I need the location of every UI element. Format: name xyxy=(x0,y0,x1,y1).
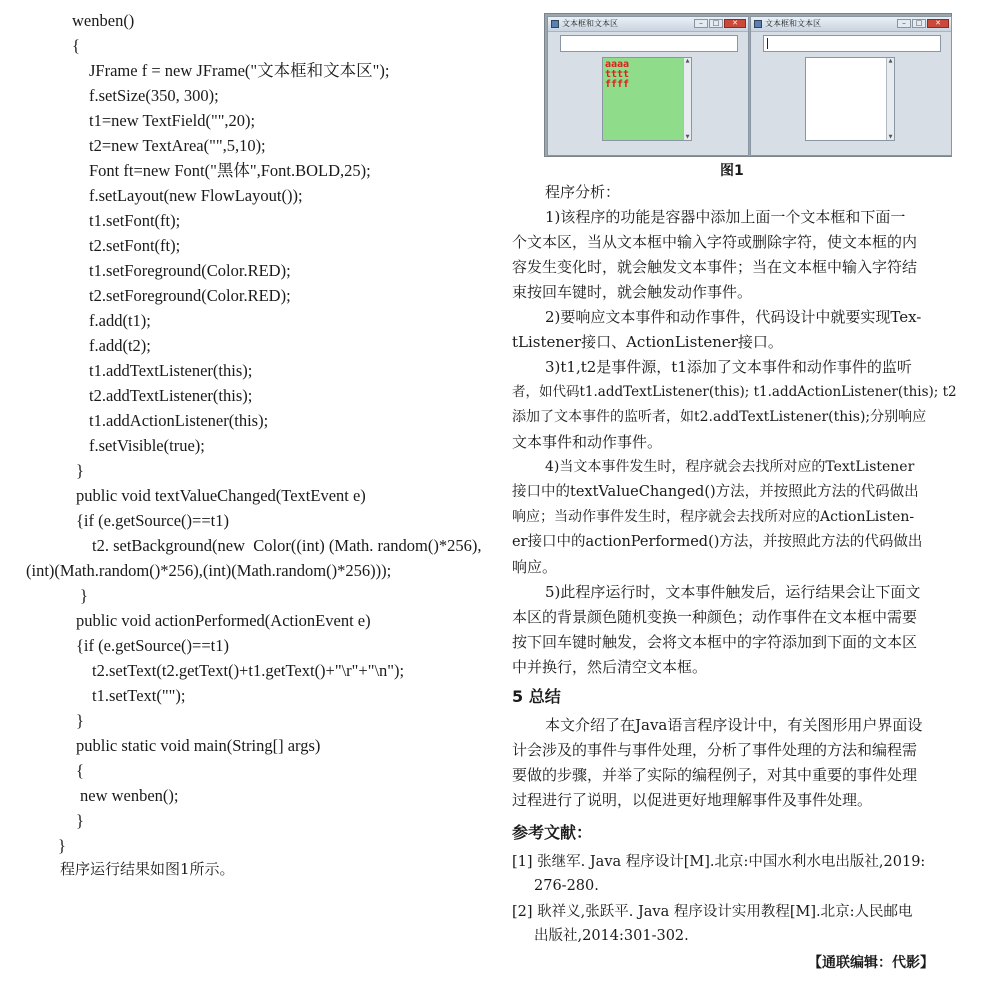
paragraph-line: 程序分析： xyxy=(545,183,621,201)
code-line: } xyxy=(80,586,88,605)
code-line: t1.setText(""); xyxy=(92,686,186,705)
paragraph-line: 个文本区，当从文本框中输入字符或删除字符，使文本框的内 xyxy=(512,233,918,251)
paragraph-line: 文本事件和动作事件。 xyxy=(512,433,663,451)
code-line: Font ft=new Font("黑体",Font.BOLD,25); xyxy=(89,161,371,180)
code-line: { xyxy=(76,761,84,780)
reference-line: [1] 张继军. Java 程序设计[M].北京:中国水利水电出版社,2019: xyxy=(512,854,926,870)
paragraph-line: 计会涉及的事件与事件处理，分析了事件处理的方法和编程需 xyxy=(512,741,918,759)
app-window-right xyxy=(750,16,952,156)
app-icon xyxy=(754,20,762,28)
code-line: t2.addTextListener(this); xyxy=(89,386,253,405)
paragraph-line: 响应。 xyxy=(512,558,558,576)
close-button[interactable]: ✕ xyxy=(724,19,746,28)
code-line: public void actionPerformed(ActionEvent e) xyxy=(76,611,371,630)
section-heading: 5 总结 xyxy=(512,687,561,706)
scroll-down-icon[interactable]: ▼ xyxy=(888,134,893,140)
code-line: f.setVisible(true); xyxy=(89,436,205,455)
close-button[interactable]: ✕ xyxy=(927,19,949,28)
code-line: t1.setForeground(Color.RED); xyxy=(89,261,291,280)
paragraph-line: 5)此程序运行时，文本事件触发后，运行结果会让下面文 xyxy=(545,583,921,601)
code-line: } xyxy=(58,836,66,855)
paragraph-line: 本文介绍了在Java语言程序设计中，有关图形用户界面设 xyxy=(545,716,923,734)
scrollbar[interactable] xyxy=(683,58,691,140)
paragraph-line: 中并换行，然后清空文本框。 xyxy=(512,658,708,676)
text-field[interactable] xyxy=(560,35,738,52)
window-title: 文本框和文本区 xyxy=(765,19,821,28)
code-line: (int)(Math.random()*256),(int)(Math.random()*256))); xyxy=(26,561,392,580)
code-line: t1=new TextField("",20); xyxy=(89,111,256,130)
paragraph-line: tListener接口、ActionListener接口。 xyxy=(512,333,783,351)
paragraph-line: 束按回车键时，就会触发动作事件。 xyxy=(512,283,753,301)
paragraph-line: 2)要响应文本事件和动作事件，代码设计中就要实现Tex- xyxy=(545,308,922,326)
code-line: JFrame f = new JFrame("文本框和文本区"); xyxy=(89,61,390,80)
result-intro-text: 程序运行结果如图1所示。 xyxy=(60,860,235,878)
code-line: public void textValueChanged(TextEvent e) xyxy=(76,486,366,505)
code-line: { xyxy=(72,36,80,55)
maximize-button[interactable]: □ xyxy=(709,19,723,28)
code-line: } xyxy=(76,711,84,730)
reference-line: 出版社,2014:301-302. xyxy=(534,928,689,944)
code-line: t1.addTextListener(this); xyxy=(89,361,253,380)
text-caret xyxy=(767,38,768,49)
paragraph-line: 接口中的textValueChanged()方法，并按照此方法的代码做出 xyxy=(512,484,919,500)
code-line: wenben() xyxy=(72,11,135,30)
code-line: f.add(t2); xyxy=(89,336,151,355)
code-line: f.setSize(350, 300); xyxy=(89,86,219,105)
code-line: {if (e.getSource()==t1) xyxy=(76,511,229,530)
paragraph-line: 容发生变化时，就会触发文本事件；当在文本框中输入字符结 xyxy=(512,258,918,276)
editor-note: 【通联编辑：代影】 xyxy=(808,955,934,971)
code-line: t2. setBackground(new Color((int) (Math. random()*256), xyxy=(92,536,482,555)
code-line: t2=new TextArea("",5,10); xyxy=(89,136,266,155)
text-area[interactable] xyxy=(805,57,895,141)
paragraph-line: 过程进行了说明，以促进更好地理解事件及事件处理。 xyxy=(512,791,873,809)
code-line: t2.setForeground(Color.RED); xyxy=(89,286,291,305)
text-area-content: aaaa tttt ffff xyxy=(605,59,630,90)
paragraph-line: 添加了文本事件的监听者，如t2.addTextListener(this);分别响应 xyxy=(512,409,927,425)
paragraph-line: 按下回车键时触发，会将文本框中的字符添加到下面的文本区 xyxy=(512,633,918,651)
code-line: new wenben(); xyxy=(80,786,179,805)
minimize-button[interactable]: – xyxy=(694,19,708,28)
paragraph-line: 响应；当动作事件发生时，程序就会去找所对应的ActionListen- xyxy=(512,509,915,525)
code-line: t2.setFont(ft); xyxy=(89,236,181,255)
paragraph-line: 要做的步骤，并举了实际的编程例子，对其中重要的事件处理 xyxy=(512,766,918,784)
figure-caption: 图1 xyxy=(720,163,744,179)
figure-1 xyxy=(544,13,952,157)
reference-line: [2] 耿祥义,张跃平. Java 程序设计实用教程[M].北京:人民邮电 xyxy=(512,904,913,920)
scroll-up-icon[interactable]: ▲ xyxy=(685,58,690,64)
paragraph-line: 4)当文本事件发生时，程序就会去找所对应的TextListener xyxy=(545,459,915,475)
paragraph-line: 1)该程序的功能是容器中添加上面一个文本框和下面一 xyxy=(545,208,906,226)
references-heading: 参考文献： xyxy=(512,823,593,842)
maximize-button[interactable]: □ xyxy=(912,19,926,28)
paragraph-line: 者，如代码t1.addTextListener(this); t1.addActionListener(this); t2 xyxy=(512,384,957,400)
app-icon xyxy=(551,20,559,28)
code-line: } xyxy=(76,811,84,830)
code-line: t2.setText(t2.getText()+t1.getText()+"\r"+"\n"); xyxy=(92,661,405,680)
paragraph-line: 3)t1,t2是事件源，t1添加了文本事件和动作事件的监听 xyxy=(545,358,912,376)
text-area[interactable] xyxy=(602,57,692,141)
text-field[interactable] xyxy=(763,35,941,52)
code-line: t1.setFont(ft); xyxy=(89,211,181,230)
paragraph-line: er接口中的actionPerformed()方法，并按照此方法的代码做出 xyxy=(512,534,923,550)
code-line: {if (e.getSource()==t1) xyxy=(76,636,229,655)
reference-line: 276-280. xyxy=(534,878,599,894)
scroll-down-icon[interactable]: ▼ xyxy=(685,134,690,140)
paragraph-line: 本区的背景颜色随机变换一种颜色；动作事件在文本框中需要 xyxy=(512,608,918,626)
code-line: t1.addActionListener(this); xyxy=(89,411,269,430)
scroll-up-icon[interactable]: ▲ xyxy=(888,58,893,64)
window-title: 文本框和文本区 xyxy=(562,19,618,28)
minimize-button[interactable]: – xyxy=(897,19,911,28)
code-line: f.add(t1); xyxy=(89,311,151,330)
window-titlebar xyxy=(548,17,748,32)
code-line: public static void main(String[] args) xyxy=(76,736,321,755)
code-line: } xyxy=(76,461,84,480)
window-titlebar xyxy=(751,17,951,32)
code-line: f.setLayout(new FlowLayout()); xyxy=(89,186,303,205)
app-window-left xyxy=(547,16,749,156)
scrollbar[interactable] xyxy=(886,58,894,140)
